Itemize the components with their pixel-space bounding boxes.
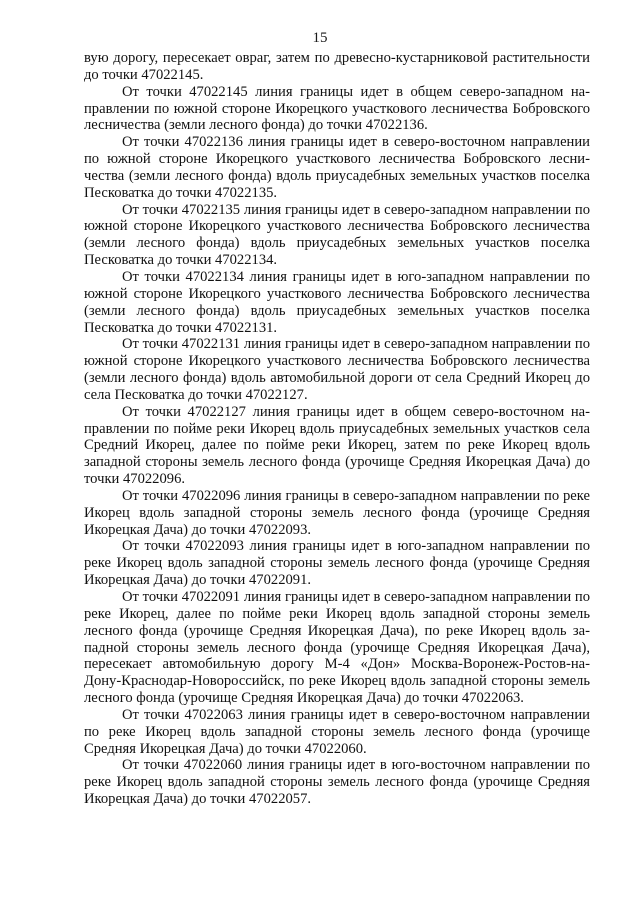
paragraph: От точки 47022131 линия границы идет в северо-западном направлении по южной стороне Икорецкого участкового лесничества Бобровского лесничества (земли лесного фонда) вдоль автомобильной дороги от села Средний Икорец до села Песковатка до точки 47022127.: [84, 336, 590, 403]
paragraph: От точки 47022134 линия границы идет в юго-западном направлении по южной стороне Икорецкого участкового лесничества Бобровского лесничества (земли лесного фонда) вдоль приусадебных земельных участков поселка Песковатка до точки 47022131.: [84, 268, 590, 336]
paragraph: От точки 47022136 линия границы идет в северо-восточном направлении по южной стороне Икорецкого участкового лесничества Бобровского лесничества (земли лесного фонда) вдоль приусадебных земельных участков поселка Песковатка до точки 47022135.: [84, 134, 590, 201]
paragraph: От точки 47022060 линия границы идет в юго-восточном направлении по реке Икорец вдоль западной стороны земель лесного фонда (урочище Средняя Икорецкая Дача) до точки 47022057.: [84, 757, 590, 808]
paragraph: От точки 47022091 линия границы идет в северо-западном направлении по реке Икорец, далее по пойме реки Икорец вдоль западной стороны земель лесного фонда (урочище Средняя Икорецкая Дача), по реке Икорец вдоль западной стороны земель лесного фонда (урочище Средняя Икорецкая Дача), пересекает автомобильную дорогу М-4 «Дон» Москва-Воронеж-Ростов-на-Дону-Краснодар-Новороссийск, по реке Икорец вдоль западной стороны земель лесного фонда (урочище Средняя Икорецкая Дача) до точки 47022063.: [84, 589, 590, 707]
paragraph: От точки 47022096 линия границы в северо-западном направлении по реке Икорец вдоль западной стороны земель лесного фонда (урочище Средняя Икорецкая Дача) до точки 47022093.: [84, 487, 590, 538]
paragraph: От точки 47022145 линия границы идет в общем северо-западном направлении по южной стороне Икорецкого участкового лесничества Бобровского лесничества (земли лесного фонда) до точки 47022136.: [84, 83, 590, 134]
paragraph: От точки 47022135 линия границы идет в северо-западном направлении по южной стороне Икорецкого участкового лесничества Бобровского лесничества (земли лесного фонда) вдоль приусадебных земельных участков поселка Песковатка до точки 47022134.: [84, 201, 590, 269]
paragraph: От точки 47022093 линия границы идет в юго-западном направлении по реке Икорец вдоль западной стороны земель лесного фонда (урочище Средняя Икорецкая Дача) до точки 47022091.: [84, 538, 590, 589]
document-body: [84, 50, 590, 808]
paragraph-continuation: вую дорогу, пересекает овраг, затем по древесно-кустарниковой растительности до точки 47022145.: [84, 50, 590, 83]
page-number: 15: [312, 30, 328, 46]
paragraph: От точки 47022063 линия границы идет в северо-восточном направлении по реке Икорец вдоль западной стороны земель лесного фонда (урочище Средняя Икорецкая Дача) до точки 47022060.: [84, 706, 590, 757]
paragraph: От точки 47022127 линия границы идет в общем северо-восточном направлении по пойме реки Икорец вдоль приусадебных земельных участков села Средний Икорец, далее по пойме реки Икорец, затем по реке Икорец вдоль западной стороны земель лесного фонда (урочище Средняя Икорецкая Дача) до точки 47022096.: [84, 403, 590, 488]
